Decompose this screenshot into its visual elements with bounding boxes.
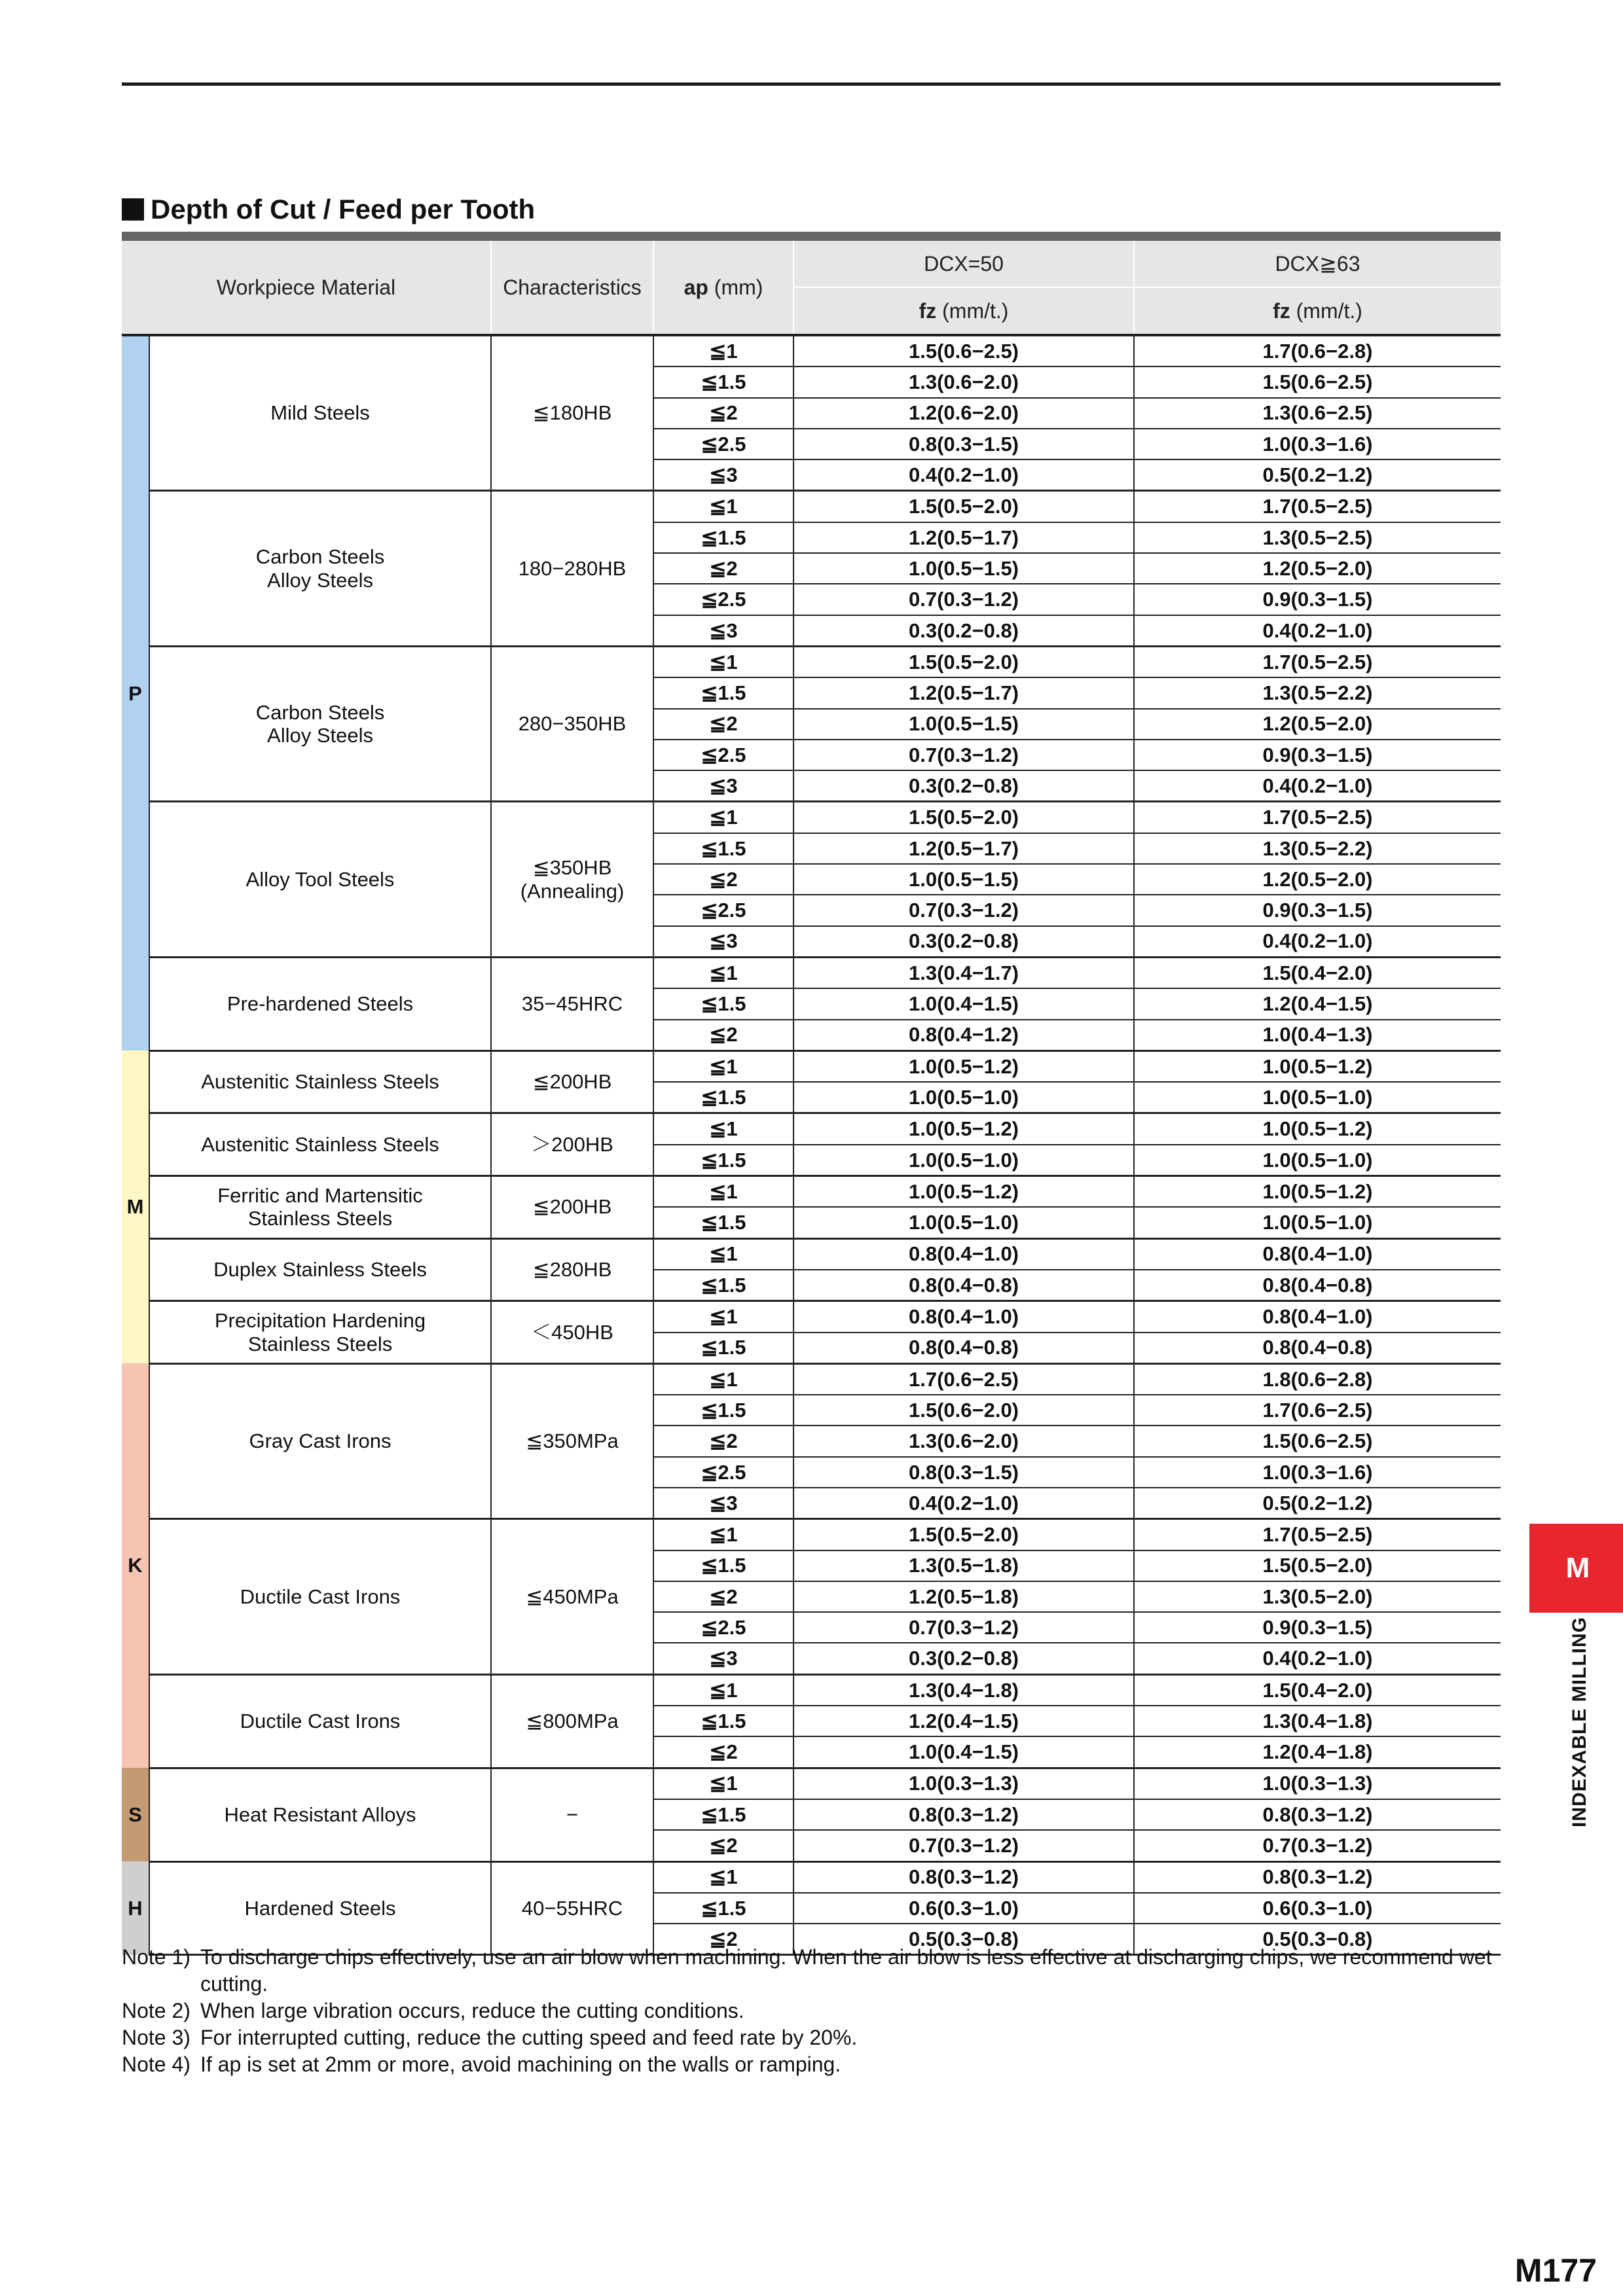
- feed-dcx63-cell: 1.0(0.3−1.6): [1134, 429, 1501, 459]
- feed-dcx63-cell: 0.5(0.2−1.2): [1134, 459, 1501, 491]
- feed-dcx63-cell: 1.2(0.5−2.0): [1134, 553, 1501, 584]
- workpiece-material: [149, 1519, 491, 1674]
- feed-dcx50-cell: 1.0(0.5−1.0): [793, 1207, 1134, 1238]
- header-ap-unit: (mm): [708, 275, 763, 299]
- feed-dcx50-cell: 0.8(0.4−0.8): [793, 1333, 1134, 1364]
- note-label: Note 4): [122, 2053, 191, 2076]
- material-name-line: Alloy Tool Steels: [246, 867, 395, 891]
- feed-dcx50-cell: 1.0(0.5−1.2): [793, 1050, 1134, 1082]
- feed-dcx50-cell: 1.5(0.5−2.0): [793, 1519, 1134, 1551]
- table-row: [122, 335, 1501, 367]
- material-category-K: K: [122, 1363, 149, 1768]
- feed-dcx63-cell: 1.7(0.5−2.5): [1134, 1519, 1501, 1551]
- title-square-icon: [122, 198, 144, 221]
- material-characteristics: 35−45HRC: [491, 957, 653, 1050]
- depth-of-cut-cell: ≦2: [653, 1581, 793, 1612]
- note-text: To discharge chips effectively, use an air blow when machining. When the air blow is less effective at discharging chips, we recommend wet cutting.: [200, 1945, 1492, 1996]
- depth-of-cut-cell: ≦1: [653, 1050, 793, 1082]
- feed-dcx50-cell: 0.7(0.3−1.2): [793, 895, 1134, 925]
- depth-of-cut-cell: ≦1: [653, 1861, 793, 1893]
- feed-dcx63-cell: 0.7(0.3−1.2): [1134, 1830, 1501, 1861]
- depth-of-cut-cell: ≦1: [653, 802, 793, 833]
- feed-dcx63-cell: 0.9(0.3−1.5): [1134, 1612, 1501, 1643]
- depth-of-cut-cell: ≦2.5: [653, 1612, 793, 1643]
- table-row: [122, 802, 1501, 833]
- material-characteristics: 40−55HRC: [491, 1861, 653, 1955]
- header-ap: [653, 241, 793, 335]
- feed-dcx50-cell: 0.7(0.3−1.2): [793, 584, 1134, 615]
- depth-of-cut-cell: ≦2.5: [653, 1457, 793, 1488]
- chapter-label: INDEXABLE MILLING: [1569, 1617, 1590, 1827]
- depth-of-cut-cell: ≦3: [653, 1643, 793, 1674]
- feed-dcx63-cell: 0.8(0.4−1.0): [1134, 1238, 1501, 1270]
- workpiece-material: [149, 957, 491, 1050]
- depth-of-cut-cell: ≦1: [653, 1519, 793, 1551]
- feed-dcx63-cell: 1.2(0.4−1.5): [1134, 988, 1501, 1019]
- depth-of-cut-cell: ≦1.5: [653, 1706, 793, 1736]
- feed-dcx50-cell: 1.2(0.4−1.5): [793, 1706, 1134, 1736]
- table-body: [122, 335, 1501, 1955]
- depth-of-cut-cell: ≦1.5: [653, 1145, 793, 1176]
- feed-dcx50-cell: 1.0(0.5−1.5): [793, 709, 1134, 740]
- workpiece-material: [149, 802, 491, 957]
- feed-dcx50-cell: 0.8(0.3−1.2): [793, 1861, 1134, 1893]
- depth-of-cut-cell: ≦1.5: [653, 1082, 793, 1113]
- material-name-line: Duplex Stainless Steels: [213, 1258, 427, 1282]
- feed-dcx63-cell: 1.3(0.5−2.2): [1134, 833, 1501, 864]
- material-characteristics: −: [491, 1768, 653, 1861]
- feed-dcx50-cell: 0.4(0.2−1.0): [793, 1488, 1134, 1519]
- feed-dcx63-cell: 1.3(0.6−2.5): [1134, 398, 1501, 429]
- material-characteristics: ＜450HB: [491, 1301, 653, 1364]
- feed-dcx50-cell: 1.0(0.5−1.5): [793, 553, 1134, 584]
- material-characteristics: ≦200HB: [491, 1176, 653, 1239]
- section-title: [122, 191, 535, 228]
- feed-dcx50-cell: 0.8(0.4−1.2): [793, 1020, 1134, 1051]
- feed-dcx63-cell: 1.3(0.5−2.0): [1134, 1581, 1501, 1612]
- feed-dcx63-cell: 1.7(0.5−2.5): [1134, 491, 1501, 522]
- feed-dcx50-cell: 0.8(0.4−0.8): [793, 1270, 1134, 1301]
- depth-of-cut-cell: ≦2: [653, 1426, 793, 1456]
- feed-dcx50-cell: 1.3(0.6−2.0): [793, 367, 1134, 397]
- header-ap-symbol: ap: [684, 275, 708, 299]
- note-text: When large vibration occurs, reduce the cutting conditions.: [200, 1999, 744, 2022]
- depth-of-cut-cell: ≦1: [653, 957, 793, 988]
- material-name-line: Austenitic Stainless Steels: [201, 1132, 439, 1156]
- feed-dcx50-cell: 1.2(0.5−1.7): [793, 522, 1134, 553]
- material-characteristics: ≦350HB (Annealing): [491, 802, 653, 957]
- material-characteristics: ≦350MPa: [491, 1363, 653, 1518]
- workpiece-material: [149, 1176, 491, 1239]
- feed-dcx50-cell: 1.3(0.6−2.0): [793, 1426, 1134, 1456]
- feed-dcx63-cell: 1.7(0.5−2.5): [1134, 802, 1501, 833]
- feed-dcx63-cell: 0.9(0.3−1.5): [1134, 895, 1501, 925]
- material-name-line: Ductile Cast Irons: [240, 1709, 401, 1732]
- feed-dcx50-cell: 1.2(0.5−1.8): [793, 1581, 1134, 1612]
- depth-of-cut-cell: ≦1.5: [653, 1333, 793, 1364]
- feed-dcx63-cell: 1.8(0.6−2.8): [1134, 1363, 1501, 1395]
- feed-dcx63-cell: 0.8(0.3−1.2): [1134, 1799, 1501, 1830]
- depth-of-cut-cell: ≦2.5: [653, 895, 793, 925]
- depth-of-cut-cell: ≦2: [653, 1020, 793, 1051]
- workpiece-material: [149, 1861, 491, 1955]
- depth-of-cut-cell: ≦2: [653, 709, 793, 740]
- material-name-line: Gray Cast Irons: [249, 1429, 392, 1453]
- feed-dcx63-cell: 1.2(0.4−1.8): [1134, 1736, 1501, 1768]
- note-text: If ap is set at 2mm or more, avoid machining on the walls or ramping.: [200, 2053, 841, 2076]
- feed-dcx63-cell: 0.4(0.2−1.0): [1134, 770, 1501, 802]
- feed-dcx50-cell: 1.5(0.5−2.0): [793, 646, 1134, 677]
- workpiece-material: [149, 1113, 491, 1176]
- workpiece-material: [149, 491, 491, 646]
- depth-of-cut-cell: ≦1.5: [653, 833, 793, 864]
- material-name-line: Heat Resistant Alloys: [224, 1803, 416, 1826]
- feed-dcx63-cell: 1.2(0.5−2.0): [1134, 709, 1501, 740]
- material-name-line: Carbon Steels: [255, 545, 385, 569]
- feed-dcx50-cell: 1.3(0.4−1.7): [793, 957, 1134, 988]
- depth-of-cut-cell: ≦1: [653, 1238, 793, 1270]
- header-dcx63: DCX≧63: [1134, 241, 1501, 287]
- cutting-conditions-table: [122, 241, 1501, 1956]
- top-rule: [122, 82, 1501, 86]
- note-text: For interrupted cutting, reduce the cutting speed and feed rate by 20%.: [200, 2026, 858, 2049]
- material-characteristics: ≦450MPa: [491, 1519, 653, 1674]
- feed-dcx50-cell: 0.8(0.3−1.2): [793, 1799, 1134, 1830]
- feed-dcx50-cell: 0.5(0.3−0.8): [793, 1924, 1134, 1955]
- material-category-S: S: [122, 1768, 149, 1861]
- feed-dcx63-cell: 0.8(0.4−0.8): [1134, 1333, 1501, 1364]
- feed-dcx50-cell: 1.0(0.5−1.2): [793, 1176, 1134, 1208]
- feed-dcx63-cell: 1.0(0.5−1.0): [1134, 1145, 1501, 1176]
- feed-dcx63-cell: 1.0(0.5−1.2): [1134, 1176, 1501, 1208]
- table-row: [122, 646, 1501, 677]
- feed-dcx50-cell: 1.0(0.5−1.0): [793, 1082, 1134, 1113]
- material-characteristics: ≦200HB: [491, 1050, 653, 1113]
- depth-of-cut-cell: ≦2: [653, 1736, 793, 1768]
- notes: [122, 1944, 1503, 2078]
- depth-of-cut-cell: ≦1.5: [653, 1799, 793, 1830]
- feed-dcx63-cell: 1.5(0.4−2.0): [1134, 1674, 1501, 1706]
- depth-of-cut-cell: ≦1: [653, 1176, 793, 1208]
- page-number: M177: [1514, 2252, 1597, 2289]
- depth-of-cut-cell: ≦1: [653, 1768, 793, 1799]
- table-row: [122, 1238, 1501, 1270]
- depth-of-cut-cell: ≦3: [653, 615, 793, 647]
- feed-dcx63-cell: 0.4(0.2−1.0): [1134, 615, 1501, 647]
- table-row: [122, 1363, 1501, 1395]
- feed-dcx50-cell: 1.5(0.6−2.0): [793, 1395, 1134, 1426]
- depth-of-cut-cell: ≦2: [653, 553, 793, 584]
- feed-dcx63-cell: 1.3(0.5−2.2): [1134, 677, 1501, 708]
- feed-dcx63-cell: 1.5(0.6−2.5): [1134, 367, 1501, 397]
- feed-dcx50-cell: 0.3(0.2−0.8): [793, 926, 1134, 958]
- feed-dcx63-cell: 1.7(0.5−2.5): [1134, 646, 1501, 677]
- feed-dcx63-cell: 1.0(0.5−1.2): [1134, 1050, 1501, 1082]
- header-fz-unit: (mm/t.): [936, 298, 1009, 323]
- depth-of-cut-cell: ≦3: [653, 1488, 793, 1519]
- feed-dcx50-cell: 0.7(0.3−1.2): [793, 740, 1134, 770]
- feed-dcx50-cell: 1.0(0.4−1.5): [793, 988, 1134, 1019]
- table-row: [122, 1050, 1501, 1082]
- feed-dcx63-cell: 1.7(0.6−2.8): [1134, 335, 1501, 367]
- feed-dcx63-cell: 1.0(0.5−1.2): [1134, 1113, 1501, 1145]
- depth-of-cut-cell: ≦1: [653, 335, 793, 367]
- table-row: [122, 1861, 1501, 1893]
- table-row: [122, 1674, 1501, 1706]
- depth-of-cut-cell: ≦2: [653, 1924, 793, 1955]
- depth-of-cut-cell: ≦1: [653, 1674, 793, 1706]
- workpiece-material: [149, 1768, 491, 1861]
- material-name-line: Stainless Steels: [247, 1207, 393, 1230]
- feed-dcx50-cell: 1.0(0.3−1.3): [793, 1768, 1134, 1799]
- table-row: [122, 1176, 1501, 1208]
- table-row: [122, 1113, 1501, 1145]
- depth-of-cut-cell: ≦1.5: [653, 988, 793, 1019]
- depth-of-cut-cell: ≦2.5: [653, 740, 793, 770]
- depth-of-cut-cell: ≦1.5: [653, 1551, 793, 1581]
- workpiece-material: [149, 1363, 491, 1518]
- material-characteristics: 280−350HB: [491, 646, 653, 801]
- feed-dcx63-cell: 1.0(0.4−1.3): [1134, 1020, 1501, 1051]
- depth-of-cut-cell: ≦3: [653, 459, 793, 491]
- feed-dcx50-cell: 0.8(0.3−1.5): [793, 1457, 1134, 1488]
- material-name-line: Precipitation Hardening: [214, 1308, 426, 1332]
- feed-dcx50-cell: 1.3(0.4−1.8): [793, 1674, 1134, 1706]
- feed-dcx50-cell: 1.0(0.5−1.2): [793, 1113, 1134, 1145]
- feed-dcx50-cell: 1.5(0.5−2.0): [793, 491, 1134, 522]
- feed-dcx63-cell: 1.2(0.5−2.0): [1134, 864, 1501, 895]
- feed-dcx50-cell: 1.2(0.6−2.0): [793, 398, 1134, 429]
- note: [122, 1998, 1503, 2024]
- feed-dcx63-cell: 0.4(0.2−1.0): [1134, 926, 1501, 958]
- feed-dcx63-cell: 0.6(0.3−1.0): [1134, 1893, 1501, 1924]
- feed-dcx50-cell: 1.2(0.5−1.7): [793, 677, 1134, 708]
- material-category-P: P: [122, 335, 149, 1050]
- header-fz-dcx63: [1134, 287, 1501, 335]
- note-label: Note 3): [122, 2026, 191, 2049]
- feed-dcx50-cell: 0.3(0.2−0.8): [793, 1643, 1134, 1674]
- depth-of-cut-cell: ≦2.5: [653, 584, 793, 615]
- feed-dcx50-cell: 0.6(0.3−1.0): [793, 1893, 1134, 1924]
- material-name-line: Alloy Steels: [267, 568, 373, 592]
- feed-dcx63-cell: 0.4(0.2−1.0): [1134, 1643, 1501, 1674]
- feed-dcx50-cell: 0.7(0.3−1.2): [793, 1612, 1134, 1643]
- feed-dcx63-cell: 1.5(0.6−2.5): [1134, 1426, 1501, 1456]
- depth-of-cut-cell: ≦1.5: [653, 1395, 793, 1426]
- table-row: [122, 1519, 1501, 1551]
- feed-dcx50-cell: 1.3(0.5−1.8): [793, 1551, 1134, 1581]
- depth-of-cut-cell: ≦1: [653, 491, 793, 522]
- material-name-line: Mild Steels: [270, 401, 370, 425]
- feed-dcx63-cell: 1.0(0.5−1.0): [1134, 1082, 1501, 1113]
- feed-dcx50-cell: 0.3(0.2−0.8): [793, 770, 1134, 802]
- depth-of-cut-cell: ≦1.5: [653, 522, 793, 553]
- feed-dcx63-cell: 0.9(0.3−1.5): [1134, 740, 1501, 770]
- depth-of-cut-cell: ≦1: [653, 1301, 793, 1333]
- header-workpiece-material: Workpiece Material: [122, 241, 491, 335]
- table-row: [122, 491, 1501, 522]
- table-row: [122, 957, 1501, 988]
- feed-dcx63-cell: 1.3(0.5−2.5): [1134, 522, 1501, 553]
- depth-of-cut-cell: ≦1.5: [653, 1893, 793, 1924]
- material-category-H: H: [122, 1861, 149, 1955]
- material-name-line: Pre-hardened Steels: [227, 992, 414, 1016]
- material-category-M: M: [122, 1050, 149, 1363]
- feed-dcx63-cell: 1.7(0.6−2.5): [1134, 1395, 1501, 1426]
- depth-of-cut-cell: ≦2: [653, 1830, 793, 1861]
- feed-dcx63-cell: 1.5(0.4−2.0): [1134, 957, 1501, 988]
- header-fz-symbol: fz: [919, 298, 937, 323]
- depth-of-cut-cell: ≦2: [653, 398, 793, 429]
- header-characteristics: Characteristics: [491, 241, 653, 335]
- material-name-line: Carbon Steels: [255, 700, 385, 724]
- workpiece-material: [149, 1301, 491, 1364]
- workpiece-material: [149, 1674, 491, 1768]
- depth-of-cut-cell: ≦2.5: [653, 429, 793, 459]
- material-name-line: Austenitic Stainless Steels: [201, 1070, 439, 1094]
- workpiece-material: [149, 335, 491, 491]
- feed-dcx63-cell: 1.0(0.3−1.6): [1134, 1457, 1501, 1488]
- header-fz-dcx50: [793, 287, 1134, 335]
- feed-dcx50-cell: 1.2(0.5−1.7): [793, 833, 1134, 864]
- feed-dcx50-cell: 1.5(0.6−2.5): [793, 335, 1134, 367]
- note: [122, 2024, 1503, 2051]
- material-name-line: Ductile Cast Irons: [240, 1585, 401, 1608]
- chapter-tab: M: [1529, 1524, 1623, 1613]
- material-characteristics: ≦800MPa: [491, 1674, 653, 1768]
- feed-dcx50-cell: 1.0(0.5−1.0): [793, 1145, 1134, 1176]
- feed-dcx50-cell: 1.0(0.4−1.5): [793, 1736, 1134, 1768]
- table-top-rule: [122, 232, 1501, 241]
- feed-dcx50-cell: 1.0(0.5−1.5): [793, 864, 1134, 895]
- material-name-line: Alloy Steels: [267, 724, 373, 747]
- header-fz-symbol: fz: [1273, 298, 1290, 323]
- feed-dcx63-cell: 0.8(0.4−0.8): [1134, 1270, 1501, 1301]
- note-label: Note 2): [122, 1999, 191, 2022]
- feed-dcx50-cell: 0.4(0.2−1.0): [793, 459, 1134, 491]
- section-title-text: Depth of Cut / Feed per Tooth: [151, 194, 536, 224]
- depth-of-cut-cell: ≦1.5: [653, 1207, 793, 1238]
- feed-dcx50-cell: 0.8(0.4−1.0): [793, 1301, 1134, 1333]
- depth-of-cut-cell: ≦1: [653, 646, 793, 677]
- material-characteristics: ≦280HB: [491, 1238, 653, 1301]
- feed-dcx63-cell: 1.0(0.5−1.0): [1134, 1207, 1501, 1238]
- feed-dcx50-cell: 0.7(0.3−1.2): [793, 1830, 1134, 1861]
- feed-dcx63-cell: 0.8(0.4−1.0): [1134, 1301, 1501, 1333]
- material-name-line: Stainless Steels: [247, 1332, 393, 1355]
- feed-dcx63-cell: 1.0(0.3−1.3): [1134, 1768, 1501, 1799]
- material-characteristics: ≦180HB: [491, 335, 653, 491]
- table-row: [122, 1768, 1501, 1799]
- feed-dcx63-cell: 0.9(0.3−1.5): [1134, 584, 1501, 615]
- depth-of-cut-cell: ≦2: [653, 864, 793, 895]
- depth-of-cut-cell: ≦1.5: [653, 367, 793, 397]
- depth-of-cut-cell: ≦1: [653, 1113, 793, 1145]
- workpiece-material: [149, 646, 491, 801]
- feed-dcx50-cell: 0.8(0.4−1.0): [793, 1238, 1134, 1270]
- feed-dcx63-cell: 1.3(0.4−1.8): [1134, 1706, 1501, 1736]
- depth-of-cut-cell: ≦3: [653, 770, 793, 802]
- feed-dcx50-cell: 1.7(0.6−2.5): [793, 1363, 1134, 1395]
- workpiece-material: [149, 1238, 491, 1301]
- feed-dcx63-cell: 0.8(0.3−1.2): [1134, 1861, 1501, 1893]
- feed-dcx63-cell: 1.5(0.5−2.0): [1134, 1551, 1501, 1581]
- depth-of-cut-cell: ≦1.5: [653, 1270, 793, 1301]
- note: [122, 1944, 1503, 1998]
- feed-dcx50-cell: 1.5(0.5−2.0): [793, 802, 1134, 833]
- feed-dcx63-cell: 0.5(0.3−0.8): [1134, 1924, 1501, 1955]
- note: [122, 2051, 1503, 2078]
- feed-dcx63-cell: 0.5(0.2−1.2): [1134, 1488, 1501, 1519]
- material-name-line: Ferritic and Martensitic: [217, 1183, 423, 1207]
- depth-of-cut-cell: ≦1.5: [653, 677, 793, 708]
- depth-of-cut-cell: ≦1: [653, 1363, 793, 1395]
- header-dcx50: DCX=50: [793, 241, 1134, 287]
- feed-dcx50-cell: 0.8(0.3−1.5): [793, 429, 1134, 459]
- material-characteristics: ＞200HB: [491, 1113, 653, 1176]
- material-name-line: Hardened Steels: [244, 1896, 396, 1920]
- depth-of-cut-cell: ≦3: [653, 926, 793, 958]
- header-fz-unit: (mm/t.): [1290, 298, 1362, 323]
- note-label: Note 1): [122, 1945, 191, 1969]
- feed-dcx50-cell: 0.3(0.2−0.8): [793, 615, 1134, 647]
- material-characteristics: 180−280HB: [491, 491, 653, 646]
- workpiece-material: [149, 1050, 491, 1113]
- table-row: [122, 1301, 1501, 1333]
